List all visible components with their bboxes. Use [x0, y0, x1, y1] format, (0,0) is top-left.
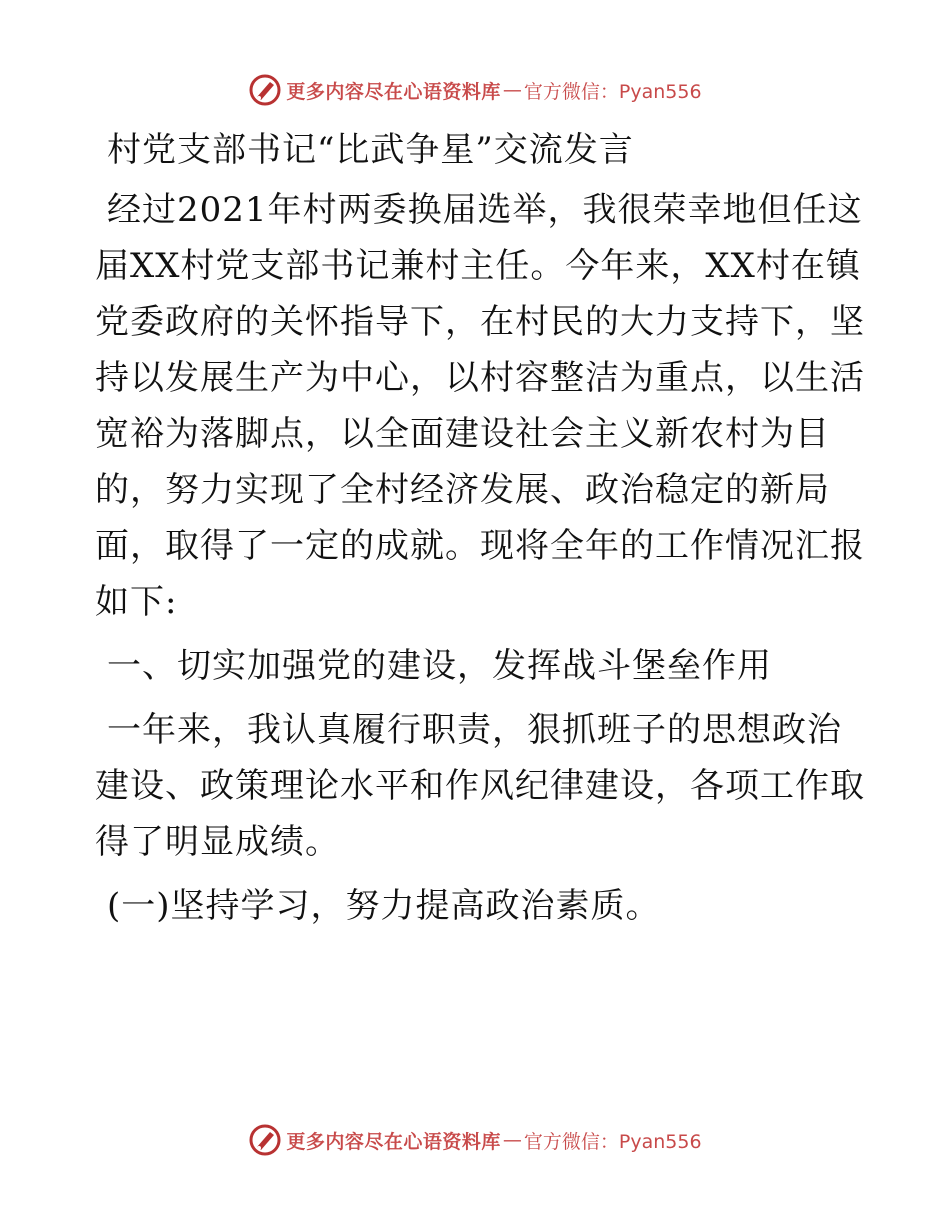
paragraph-line: 如下:	[95, 582, 178, 622]
subsection-heading-1: (一)坚持学习，努力提高政治素质。	[107, 886, 661, 926]
paragraph-line: 党委政府的关怀指导下，在村民的大力支持下，坚	[95, 302, 865, 342]
paragraph-line: 面，取得了一定的成就。现将全年的工作情况汇报	[95, 526, 865, 566]
header-watermark	[0, 70, 950, 110]
document-title: 村党支部书记“比武争星”交流发言	[107, 130, 634, 170]
paragraph-line: 的，努力实现了全村经济发展、政治稳定的新局	[95, 470, 830, 510]
watermark-separator: —	[502, 1129, 522, 1151]
paragraph-line: 得了明显成绩。	[95, 822, 340, 862]
watermark-sub-text: 官方微信：Pyan556	[523, 1130, 702, 1153]
paragraph-line: 建设、政策理论水平和作风纪律建设，各项工作取	[95, 766, 865, 806]
document-body	[95, 122, 865, 934]
paragraph-line: 经过2021年村两委换届选举，我很荣幸地但任这	[107, 190, 863, 230]
section-heading-1: 一、切实加强党的建设，发挥战斗堡垒作用	[107, 646, 772, 686]
paragraph-line: 一年来，我认真履行职责，狠抓班子的思想政治	[107, 710, 842, 750]
paragraph-line: 持以发展生产为中心，以村容整洁为重点，以生活	[95, 358, 865, 398]
paragraph-2	[95, 702, 865, 870]
footer-watermark	[0, 1120, 950, 1160]
watermark-sub-text: 官方微信：Pyan556	[523, 80, 702, 103]
paragraph-line: 届XX村党支部书记兼村主任。今年来，XX村在镇	[95, 246, 861, 286]
watermark-main-text: 更多内容尽在心语资料库	[286, 80, 501, 103]
paragraph-line: 宽裕为落脚点，以全面建设社会主义新农村为目	[95, 414, 830, 454]
pen-logo-icon	[248, 1123, 282, 1157]
watermark-main-text: 更多内容尽在心语资料库	[286, 1130, 501, 1153]
watermark-separator: —	[502, 79, 522, 101]
paragraph-1	[95, 182, 865, 630]
pen-logo-icon	[248, 73, 282, 107]
